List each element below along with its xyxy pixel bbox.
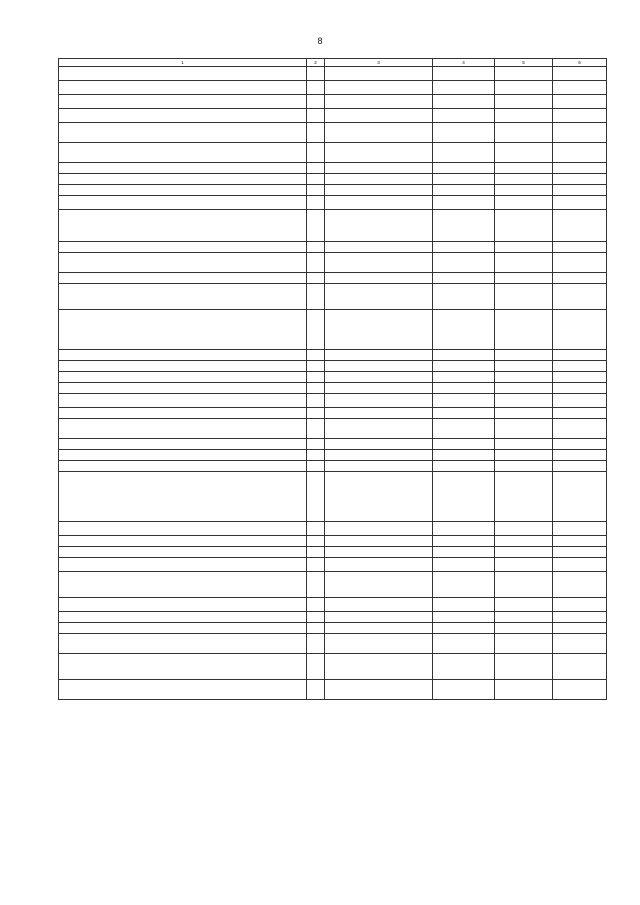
header-cell: 3 — [325, 59, 433, 67]
row-kbk — [325, 408, 433, 419]
row-plan — [433, 123, 495, 143]
row-code — [307, 196, 325, 210]
row-name — [59, 472, 307, 522]
row-remaining — [553, 174, 607, 185]
row-code — [307, 253, 325, 273]
row-code — [307, 450, 325, 461]
row-code — [307, 572, 325, 598]
row-plan — [433, 522, 495, 536]
table-row — [59, 439, 607, 450]
table-row — [59, 680, 607, 700]
row-kbk — [325, 210, 433, 242]
row-remaining — [553, 210, 607, 242]
row-actual — [495, 210, 553, 242]
row-kbk — [325, 67, 433, 81]
row-actual — [495, 372, 553, 383]
row-code — [307, 408, 325, 419]
row-name — [59, 109, 307, 123]
row-kbk — [325, 439, 433, 450]
row-kbk — [325, 372, 433, 383]
row-name — [59, 547, 307, 558]
row-plan — [433, 558, 495, 572]
row-kbk — [325, 612, 433, 623]
row-plan — [433, 612, 495, 623]
row-name — [59, 284, 307, 310]
row-plan — [433, 143, 495, 163]
row-actual — [495, 547, 553, 558]
row-actual — [495, 419, 553, 439]
row-remaining — [553, 439, 607, 450]
table-row — [59, 350, 607, 361]
row-name — [59, 536, 307, 547]
table-row — [59, 310, 607, 350]
row-remaining — [553, 634, 607, 654]
row-kbk — [325, 654, 433, 680]
table-row — [59, 654, 607, 680]
table-row — [59, 253, 607, 273]
row-name — [59, 439, 307, 450]
row-name — [59, 67, 307, 81]
row-actual — [495, 67, 553, 81]
table-row — [59, 623, 607, 634]
row-actual — [495, 522, 553, 536]
header-cell: 4 — [433, 59, 495, 67]
row-remaining — [553, 450, 607, 461]
row-plan — [433, 634, 495, 654]
row-code — [307, 612, 325, 623]
row-kbk — [325, 472, 433, 522]
row-remaining — [553, 654, 607, 680]
row-kbk — [325, 598, 433, 612]
row-plan — [433, 361, 495, 372]
row-name — [59, 394, 307, 408]
row-remaining — [553, 394, 607, 408]
row-code — [307, 163, 325, 174]
row-plan — [433, 174, 495, 185]
row-remaining — [553, 623, 607, 634]
row-name — [59, 612, 307, 623]
row-actual — [495, 408, 553, 419]
header-cell: 5 — [495, 59, 553, 67]
row-kbk — [325, 680, 433, 700]
row-name — [59, 654, 307, 680]
row-code — [307, 109, 325, 123]
row-actual — [495, 654, 553, 680]
row-kbk — [325, 536, 433, 547]
row-plan — [433, 419, 495, 439]
table-row — [59, 558, 607, 572]
table-row — [59, 572, 607, 598]
row-plan — [433, 461, 495, 472]
row-remaining — [553, 680, 607, 700]
row-kbk — [325, 522, 433, 536]
row-code — [307, 383, 325, 394]
row-name — [59, 623, 307, 634]
row-name — [59, 461, 307, 472]
header-cell: 6 — [553, 59, 607, 67]
row-remaining — [553, 185, 607, 196]
table-row — [59, 143, 607, 163]
row-kbk — [325, 273, 433, 284]
row-actual — [495, 361, 553, 372]
row-kbk — [325, 361, 433, 372]
row-name — [59, 680, 307, 700]
row-remaining — [553, 67, 607, 81]
row-code — [307, 361, 325, 372]
row-remaining — [553, 242, 607, 253]
row-actual — [495, 163, 553, 174]
row-plan — [433, 253, 495, 273]
row-remaining — [553, 372, 607, 383]
row-remaining — [553, 196, 607, 210]
table-row — [59, 522, 607, 536]
row-code — [307, 242, 325, 253]
row-plan — [433, 394, 495, 408]
row-code — [307, 310, 325, 350]
row-name — [59, 253, 307, 273]
row-name — [59, 522, 307, 536]
table-row — [59, 273, 607, 284]
row-plan — [433, 383, 495, 394]
row-kbk — [325, 123, 433, 143]
row-code — [307, 439, 325, 450]
table-row — [59, 361, 607, 372]
table-row — [59, 372, 607, 383]
row-kbk — [325, 95, 433, 109]
row-plan — [433, 284, 495, 310]
row-plan — [433, 109, 495, 123]
row-actual — [495, 81, 553, 95]
row-remaining — [553, 612, 607, 623]
row-plan — [433, 81, 495, 95]
row-actual — [495, 572, 553, 598]
row-actual — [495, 95, 553, 109]
table-row — [59, 163, 607, 174]
row-plan — [433, 67, 495, 81]
row-actual — [495, 461, 553, 472]
table-row — [59, 95, 607, 109]
row-name — [59, 196, 307, 210]
row-name — [59, 634, 307, 654]
row-code — [307, 419, 325, 439]
row-name — [59, 450, 307, 461]
row-name — [59, 242, 307, 253]
row-actual — [495, 123, 553, 143]
row-kbk — [325, 196, 433, 210]
row-remaining — [553, 284, 607, 310]
row-code — [307, 598, 325, 612]
row-remaining — [553, 109, 607, 123]
row-code — [307, 547, 325, 558]
row-remaining — [553, 419, 607, 439]
row-remaining — [553, 273, 607, 284]
row-plan — [433, 547, 495, 558]
table-row — [59, 408, 607, 419]
table-row — [59, 210, 607, 242]
row-kbk — [325, 174, 433, 185]
row-remaining — [553, 461, 607, 472]
row-plan — [433, 273, 495, 284]
row-kbk — [325, 450, 433, 461]
row-plan — [433, 598, 495, 612]
row-name — [59, 95, 307, 109]
row-name — [59, 210, 307, 242]
row-code — [307, 123, 325, 143]
table-row — [59, 123, 607, 143]
row-name — [59, 143, 307, 163]
row-actual — [495, 143, 553, 163]
row-code — [307, 654, 325, 680]
row-name — [59, 598, 307, 612]
header-cell: 1 — [59, 59, 307, 67]
row-plan — [433, 350, 495, 361]
row-plan — [433, 472, 495, 522]
table-row — [59, 612, 607, 623]
row-actual — [495, 472, 553, 522]
row-name — [59, 383, 307, 394]
report-table — [58, 58, 607, 700]
row-actual — [495, 185, 553, 196]
table-header-row — [59, 59, 607, 67]
row-actual — [495, 612, 553, 623]
table-row — [59, 547, 607, 558]
row-name — [59, 572, 307, 598]
table-row — [59, 174, 607, 185]
row-actual — [495, 242, 553, 253]
row-kbk — [325, 310, 433, 350]
row-plan — [433, 536, 495, 547]
row-code — [307, 81, 325, 95]
row-kbk — [325, 163, 433, 174]
row-remaining — [553, 522, 607, 536]
row-kbk — [325, 253, 433, 273]
row-code — [307, 67, 325, 81]
row-code — [307, 95, 325, 109]
table-row — [59, 109, 607, 123]
row-name — [59, 310, 307, 350]
row-plan — [433, 95, 495, 109]
row-remaining — [553, 408, 607, 419]
row-actual — [495, 634, 553, 654]
table-row — [59, 450, 607, 461]
row-code — [307, 284, 325, 310]
row-actual — [495, 680, 553, 700]
row-name — [59, 185, 307, 196]
row-actual — [495, 284, 553, 310]
row-kbk — [325, 109, 433, 123]
row-remaining — [553, 95, 607, 109]
row-actual — [495, 558, 553, 572]
row-plan — [433, 242, 495, 253]
row-name — [59, 123, 307, 143]
row-actual — [495, 273, 553, 284]
row-kbk — [325, 284, 433, 310]
row-plan — [433, 654, 495, 680]
row-remaining — [553, 598, 607, 612]
row-plan — [433, 572, 495, 598]
row-actual — [495, 439, 553, 450]
table-row — [59, 394, 607, 408]
row-name — [59, 163, 307, 174]
row-plan — [433, 185, 495, 196]
row-actual — [495, 383, 553, 394]
table-row — [59, 67, 607, 81]
table-row — [59, 196, 607, 210]
row-actual — [495, 536, 553, 547]
row-kbk — [325, 81, 433, 95]
row-kbk — [325, 634, 433, 654]
row-remaining — [553, 472, 607, 522]
page-number: 8 — [317, 36, 323, 46]
row-name — [59, 273, 307, 284]
row-plan — [433, 450, 495, 461]
row-actual — [495, 109, 553, 123]
row-code — [307, 680, 325, 700]
row-actual — [495, 623, 553, 634]
row-code — [307, 394, 325, 408]
row-actual — [495, 310, 553, 350]
row-code — [307, 174, 325, 185]
row-actual — [495, 450, 553, 461]
row-code — [307, 350, 325, 361]
row-actual — [495, 394, 553, 408]
table-row — [59, 284, 607, 310]
table-row — [59, 598, 607, 612]
row-remaining — [553, 123, 607, 143]
row-name — [59, 419, 307, 439]
table-row — [59, 461, 607, 472]
row-name — [59, 350, 307, 361]
row-kbk — [325, 350, 433, 361]
table-row — [59, 536, 607, 547]
row-actual — [495, 174, 553, 185]
row-kbk — [325, 623, 433, 634]
row-code — [307, 536, 325, 547]
row-remaining — [553, 310, 607, 350]
row-code — [307, 210, 325, 242]
table-row — [59, 185, 607, 196]
table-row — [59, 419, 607, 439]
row-code — [307, 623, 325, 634]
row-remaining — [553, 143, 607, 163]
row-code — [307, 143, 325, 163]
row-name — [59, 558, 307, 572]
row-remaining — [553, 253, 607, 273]
row-code — [307, 461, 325, 472]
row-code — [307, 522, 325, 536]
table-row — [59, 81, 607, 95]
row-name — [59, 372, 307, 383]
table-row — [59, 242, 607, 253]
table-row — [59, 634, 607, 654]
row-plan — [433, 680, 495, 700]
row-kbk — [325, 572, 433, 598]
table-row — [59, 472, 607, 522]
row-actual — [495, 598, 553, 612]
row-plan — [433, 163, 495, 174]
row-code — [307, 273, 325, 284]
row-actual — [495, 350, 553, 361]
row-plan — [433, 310, 495, 350]
row-remaining — [553, 558, 607, 572]
row-kbk — [325, 383, 433, 394]
row-remaining — [553, 350, 607, 361]
row-remaining — [553, 361, 607, 372]
row-name — [59, 174, 307, 185]
row-kbk — [325, 558, 433, 572]
row-kbk — [325, 547, 433, 558]
row-plan — [433, 372, 495, 383]
header-cell: 2 — [307, 59, 325, 67]
row-code — [307, 372, 325, 383]
row-kbk — [325, 461, 433, 472]
row-name — [59, 81, 307, 95]
row-remaining — [553, 572, 607, 598]
row-code — [307, 558, 325, 572]
row-actual — [495, 196, 553, 210]
row-kbk — [325, 419, 433, 439]
row-code — [307, 472, 325, 522]
row-kbk — [325, 185, 433, 196]
row-code — [307, 185, 325, 196]
row-remaining — [553, 81, 607, 95]
row-kbk — [325, 394, 433, 408]
row-plan — [433, 623, 495, 634]
row-remaining — [553, 163, 607, 174]
row-plan — [433, 439, 495, 450]
row-plan — [433, 210, 495, 242]
row-plan — [433, 196, 495, 210]
row-kbk — [325, 242, 433, 253]
row-name — [59, 361, 307, 372]
row-actual — [495, 253, 553, 273]
table-row — [59, 383, 607, 394]
row-remaining — [553, 536, 607, 547]
row-name — [59, 408, 307, 419]
row-kbk — [325, 143, 433, 163]
row-remaining — [553, 547, 607, 558]
row-plan — [433, 408, 495, 419]
row-code — [307, 634, 325, 654]
row-remaining — [553, 383, 607, 394]
